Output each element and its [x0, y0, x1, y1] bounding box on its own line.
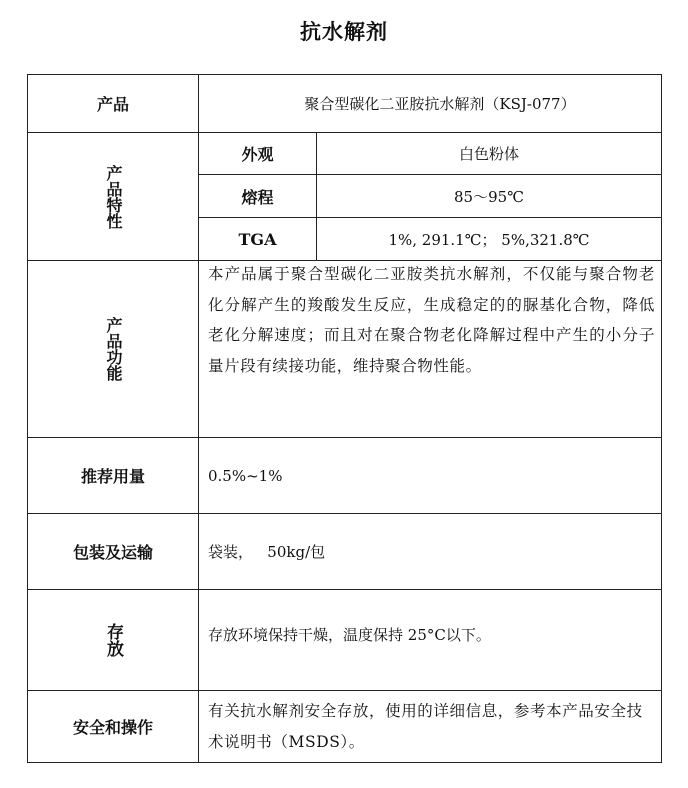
packaging-label: 包装及运输: [28, 514, 199, 590]
dosage-label: 推荐用量: [28, 438, 199, 514]
product-label: 产品: [28, 75, 199, 133]
row-storage: [28, 590, 662, 691]
row-product: [28, 75, 662, 133]
storage-label: 存放: [103, 623, 123, 657]
function-description-cell: [199, 261, 662, 438]
property-value-appearance: 白色粉体: [317, 133, 662, 175]
dosage-value: 0.5%~1%: [199, 438, 662, 514]
row-packaging: [28, 514, 662, 590]
property-value-tga: 1%, 291.1℃； 5%,321.8℃: [317, 218, 662, 261]
function-description: 本产品属于聚合型碳化二亚胺类抗水解剂，不仅能与聚合物老化分解产生的羧酸发生反应，生成稳定的的脲基化合物，降低老化分解速度；而且对在聚合物老化降解过程中产生的小分子量片段有续接功能，维持聚合物性能。: [208, 265, 656, 375]
function-label: 产品功能: [104, 317, 123, 381]
product-name: 聚合型碳化二亚胺抗水解剂（KSJ-077）: [304, 95, 576, 113]
row-safety: [28, 691, 662, 763]
safety-label: 安全和操作: [28, 691, 199, 763]
storage-value: 存放环境保持干燥，温度保持 25°C以下。: [199, 590, 662, 691]
properties-label: 产品特性: [104, 164, 123, 229]
row-property-appearance: [28, 133, 662, 175]
product-value: [199, 75, 662, 133]
row-function: [28, 261, 662, 438]
product-spec-table: [27, 74, 662, 763]
property-value-melting: 85～95℃: [317, 175, 662, 218]
safety-description: 有关抗水解剂安全存放，使用的详细信息，参考本产品安全技术说明书（MSDS）。: [199, 691, 662, 763]
property-name-appearance: 外观: [199, 133, 317, 175]
property-name-tga: TGA: [199, 218, 317, 261]
row-dosage: [28, 438, 662, 514]
property-name-melting: 熔程: [199, 175, 317, 218]
properties-label-cell: [28, 133, 199, 261]
function-label-cell: [28, 261, 199, 438]
storage-label-cell: [28, 590, 199, 691]
document-title: 抗水解剂: [300, 20, 388, 44]
packaging-value: 袋装， 50kg/包: [199, 514, 662, 590]
